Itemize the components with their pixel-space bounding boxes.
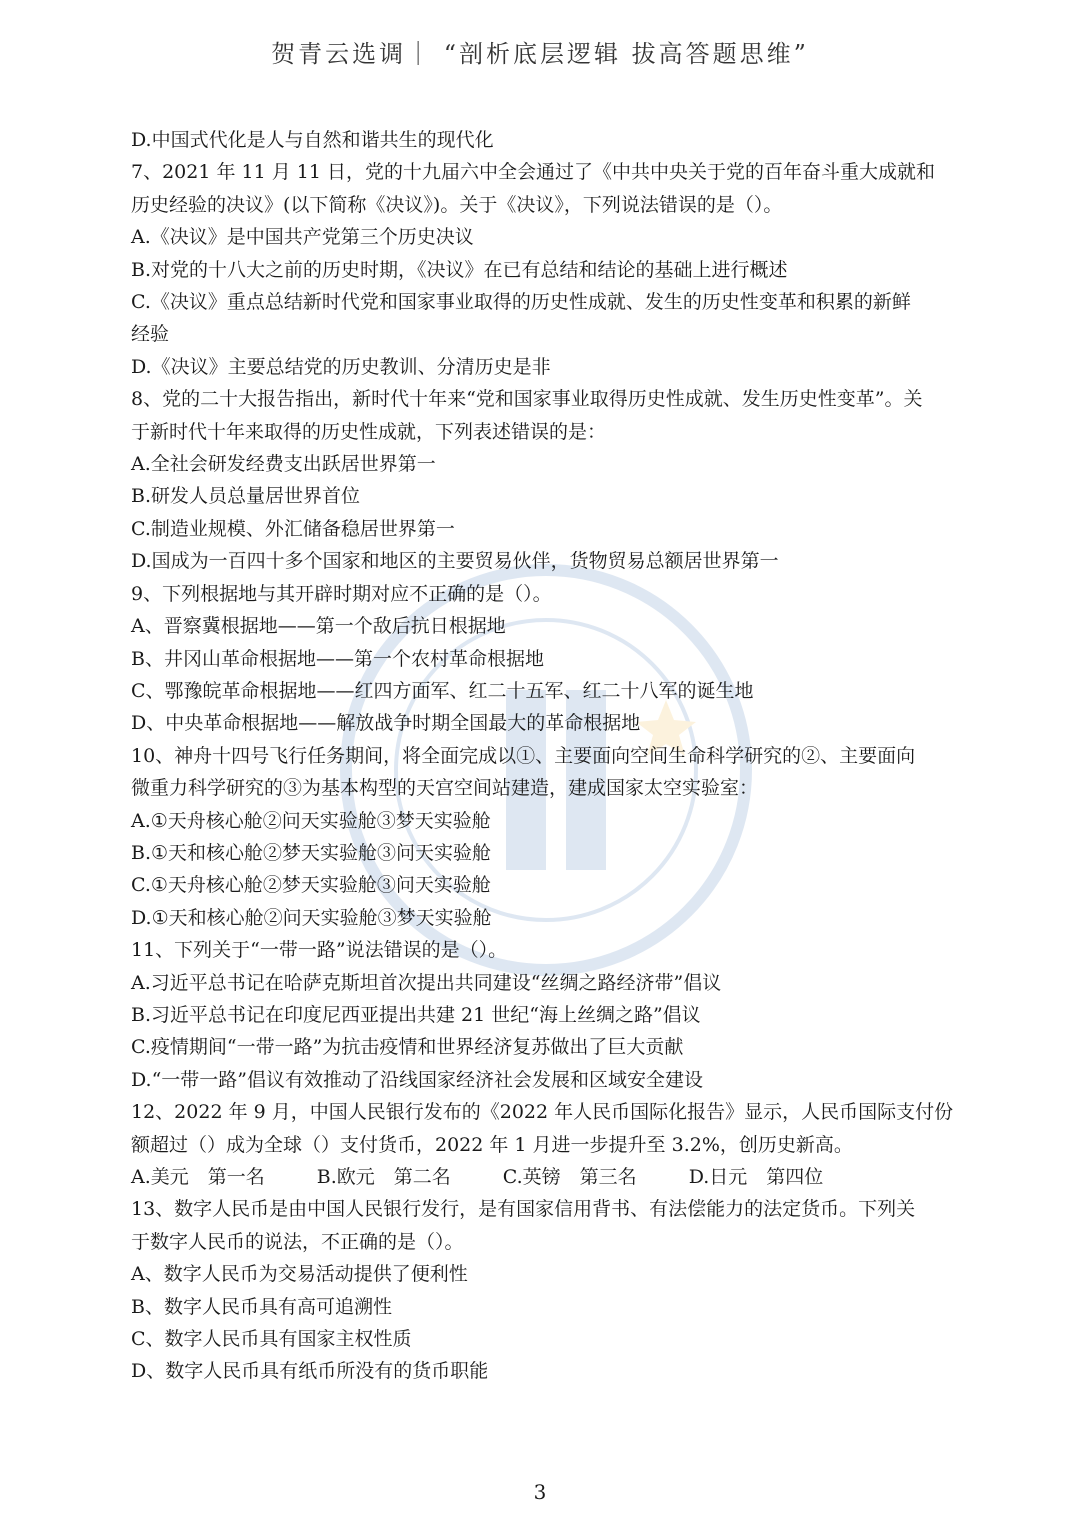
question-13-option-a: A、数字人民币为交易活动提供了便利性 (131, 1263, 468, 1286)
text-line: D.中国式代化是人与自然和谐共生的现代化 (131, 129, 494, 151)
question-8-option-a: A.全社会研发经费支出跃居世界第一 (131, 453, 436, 476)
question-9-option-d: D、中央革命根据地——解放战争时期全国最大的革命根据地 (131, 712, 641, 735)
page-header: 贺青云选调｜ “剖析底层逻辑 拔高答题思维” (271, 40, 809, 68)
question-10-option-a: A.①天舟核心舱②问天实验舱③梦天实验舱 (131, 809, 491, 832)
question-7-stem: 7、2021 年 11 月 11 日，党的十九届六中全会通过了《中共中央关于党的百年奋斗重大成就和 (131, 161, 935, 184)
question-10-stem: 10、神舟十四号飞行任务期间，将全面完成以①、主要面向空间生命科学研究的②、主要面向 (131, 744, 916, 767)
question-9-option-b: B、井冈山革命根据地——第一个农村革命根据地 (131, 647, 544, 670)
question-9-option-a: A、晋察冀根据地——第一个敌后抗日根据地 (131, 615, 506, 638)
question-10-option-c: C.①天舟核心舱②梦天实验舱③问天实验舱 (131, 874, 491, 897)
question-11-option-d: D.“一带一路”倡议有效推动了沿线国家经济社会发展和区域安全建设 (131, 1068, 704, 1091)
question-13-stem: 于数字人民币的说法，不正确的是（）。 (131, 1230, 464, 1253)
question-13-option-c: C、数字人民币具有国家主权性质 (131, 1328, 412, 1351)
page-number: 3 (533, 1480, 547, 1504)
question-8-option-d: D.国成为一百四十多个国家和地区的主要贸易伙伴，货物贸易总额居世界第一 (131, 550, 779, 573)
question-8-stem: 8、党的二十大报告指出，新时代十年来“党和国家事业取得历史性成就、发生历史性变革”。关 (131, 388, 923, 411)
question-8-option-b: B.研发人员总量居世界首位 (131, 485, 361, 508)
question-12-option-c: C.英镑 第三名 (502, 1166, 637, 1188)
question-7-option-d: D.《决议》主要总结党的历史教训、分清历史是非 (131, 355, 551, 378)
question-8-stem: 于新时代十年来取得的历史性成就，下列表述错误的是： (131, 420, 607, 443)
question-12-options (131, 1161, 951, 1193)
question-7-option-b: B.对党的十八大之前的历史时期，《决议》在已有总结和结论的基础上进行概述 (131, 258, 788, 281)
question-7-stem: 历史经验的决议》(以下简称《决议》)。关于《决议》，下列说法错误的是（）。 (131, 193, 783, 216)
question-9-option-c: C、鄂豫皖革命根据地——红四方面军、红二十五军、红二十八军的诞生地 (131, 679, 754, 702)
document-body (131, 124, 954, 1388)
question-7-option-a: A.《决议》是中国共产党第三个历史决议 (131, 226, 474, 249)
question-8-option-c: C.制造业规模、外汇储备稳居世界第一 (131, 517, 455, 540)
question-13-option-d: D、数字人民币具有纸币所没有的货币职能 (131, 1360, 489, 1383)
question-11-stem: 11、下列关于“一带一路”说法错误的是（）。 (131, 939, 508, 962)
question-10-option-d: D.①天和核心舱②问天实验舱③梦天实验舱 (131, 906, 492, 929)
question-12-stem: 12、2022 年 9 月，中国人民银行发布的《2022 年人民币国际化报告》显示，人民币国际支付份 (131, 1101, 954, 1124)
question-12-option-b: B.欧元 第二名 (316, 1166, 451, 1188)
question-12-option-a: A.美元 第一名 (131, 1166, 265, 1188)
question-13-option-b: B、数字人民币具有高可追溯性 (131, 1295, 392, 1318)
question-7-option-c: C.《决议》重点总结新时代党和国家事业取得的历史性成就、发生的历史性变革和积累的新鲜 (131, 291, 911, 314)
question-10-option-b: B.①天和核心舱②梦天实验舱③问天实验舱 (131, 841, 492, 864)
question-7-option-c: 经验 (131, 323, 170, 346)
question-12-stem: 额超过（）成为全球（）支付货币，2022 年 1 月进一步提升至 3.2%，创历史新高。 (131, 1133, 853, 1156)
question-12-option-d: D.日元 第四位 (688, 1166, 824, 1188)
question-10-stem: 微重力科学研究的③为基本构型的天宫空间站建造，建成国家太空实验室： (131, 777, 759, 800)
question-13-stem: 13、数字人民币是由中国人民银行发行，是有国家信用背书、有法偿能力的法定货币。下列关 (131, 1198, 916, 1221)
question-11-option-b: B.习近平总书记在印度尼西亚提出共建 21 世纪“海上丝绸之路”倡议 (131, 1003, 701, 1026)
question-11-option-a: A.习近平总书记在哈萨克斯坦首次提出共同建设“丝绸之路经济带”倡议 (131, 971, 722, 994)
question-9-stem: 9、下列根据地与其开辟时期对应不正确的是（）。 (131, 582, 552, 605)
question-11-option-c: C.疫情期间“一带一路”为抗击疫情和世界经济复苏做出了巨大贡献 (131, 1036, 684, 1059)
